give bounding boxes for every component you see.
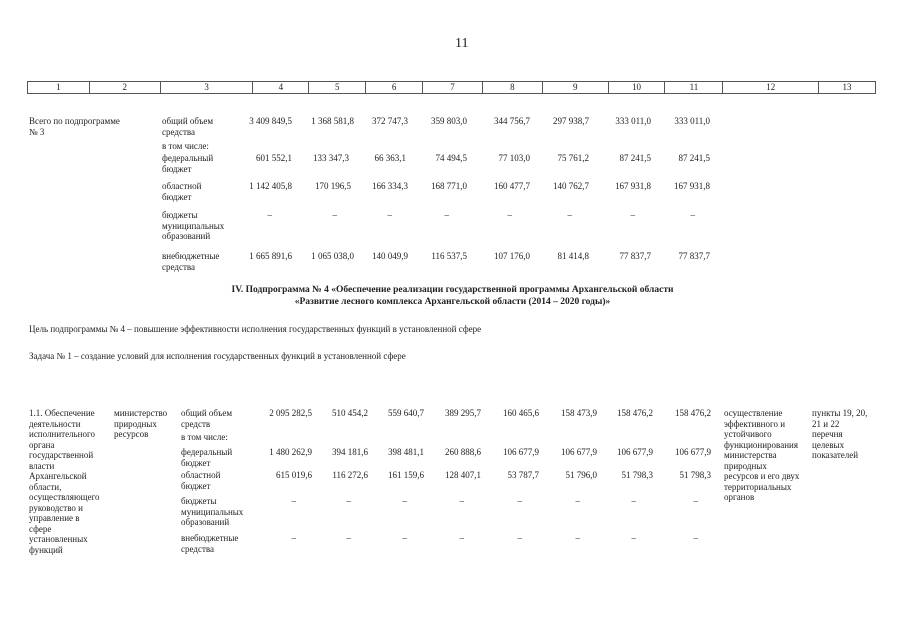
value-cell: 116 537,5 <box>431 251 467 261</box>
block2-row-label: бюджеты муниципальных образований <box>181 496 244 527</box>
subprogram-task: Задача № 1 – создание условий для исполнения государственных функций в установленной сфере <box>29 351 406 361</box>
value-cell: – <box>507 210 512 220</box>
value-cell: 559 640,7 <box>388 408 424 418</box>
value-cell: 81 414,8 <box>557 251 589 261</box>
col-header: 3 <box>161 82 254 93</box>
value-cell: 167 931,8 <box>674 181 710 191</box>
value-cell: 297 938,7 <box>553 116 589 126</box>
value-cell: 133 347,3 <box>313 153 349 163</box>
value-cell: – <box>444 210 449 220</box>
value-cell: 116 272,6 <box>332 470 368 480</box>
value-cell: 77 837,7 <box>678 251 710 261</box>
value-cell: 106 677,9 <box>675 447 711 457</box>
value-cell: – <box>459 496 464 506</box>
value-cell: – <box>567 210 572 220</box>
value-cell: 106 677,9 <box>561 447 597 457</box>
value-cell: 1 665 891,6 <box>249 251 292 261</box>
value-cell: 1 480 262,9 <box>269 447 312 457</box>
value-cell: 128 407,1 <box>445 470 481 480</box>
value-cell: 66 363,1 <box>374 153 406 163</box>
value-cell: 166 334,3 <box>372 181 408 191</box>
section-title-line2: «Развитие лесного комплекса Архангельской области (2014 – 2020 годы)» <box>294 297 611 307</box>
value-cell: 389 295,7 <box>445 408 481 418</box>
subprogram-goal: Цель подпрограммы № 4 – повышение эффективности исполнения государственных функций в установленной сфере <box>29 324 482 334</box>
value-cell: – <box>291 496 296 506</box>
value-cell: 161 159,6 <box>388 470 424 480</box>
block1-row-label: общий объем средства <box>162 116 214 137</box>
value-cell: 140 049,9 <box>372 251 408 261</box>
value-cell: 140 762,7 <box>553 181 589 191</box>
block2-name: 1.1. Обеспечение деятельности исполнительного органа государственной власти Архангельской области, осуществляющего руководство и управление в сфере установленных функций <box>29 408 100 555</box>
col-header: 8 <box>483 82 543 93</box>
col-header: 1 <box>28 82 90 93</box>
block2-row-label: общий объем средств <box>181 408 233 429</box>
value-cell: 344 756,7 <box>494 116 530 126</box>
value-cell: – <box>630 210 635 220</box>
block2-indicators: пункты 19, 20, 21 и 22 перечня целевых показателей <box>812 408 868 460</box>
block1-row-label: в том числе: <box>162 141 209 151</box>
value-cell: – <box>346 496 351 506</box>
col-header: 9 <box>543 82 609 93</box>
value-cell: 53 787,7 <box>507 470 539 480</box>
col-header: 2 <box>90 82 161 93</box>
value-cell: – <box>693 533 698 543</box>
value-cell: – <box>575 496 580 506</box>
value-cell: 3 409 849,5 <box>249 116 292 126</box>
value-cell: 51 798,3 <box>679 470 711 480</box>
value-cell: 167 931,8 <box>615 181 651 191</box>
value-cell: 158 473,9 <box>561 408 597 418</box>
value-cell: 107 176,0 <box>494 251 530 261</box>
value-cell: 510 454,2 <box>332 408 368 418</box>
value-cell: – <box>387 210 392 220</box>
value-cell: 106 677,9 <box>617 447 653 457</box>
value-cell: – <box>402 496 407 506</box>
value-cell: 2 095 282,5 <box>269 408 312 418</box>
value-cell: 1 142 405,8 <box>249 181 292 191</box>
value-cell: 615 019,6 <box>276 470 312 480</box>
value-cell: 1 065 038,0 <box>311 251 354 261</box>
value-cell: 74 494,5 <box>435 153 467 163</box>
value-cell: 77 837,7 <box>619 251 651 261</box>
block2-row-label: в том числе: <box>181 432 228 442</box>
value-cell: 359 803,0 <box>431 116 467 126</box>
col-header: 10 <box>609 82 666 93</box>
value-cell: – <box>267 210 272 220</box>
block2-executor: министерство природных ресурсов <box>114 408 168 439</box>
col-header: 5 <box>309 82 366 93</box>
col-header: 6 <box>366 82 423 93</box>
block1-row-label: внебюджетные средства <box>162 251 220 272</box>
value-cell: 51 798,3 <box>621 470 653 480</box>
value-cell: – <box>517 496 522 506</box>
col-header: 7 <box>423 82 483 93</box>
col-header: 13 <box>842 82 852 92</box>
value-cell: 333 011,0 <box>615 116 651 126</box>
value-cell: 168 771,0 <box>431 181 467 191</box>
block2-result: осуществление эффективного и устойчивого функционирования министерства природных ресурсов и его двух территориальных органов <box>724 408 800 502</box>
value-cell: – <box>575 533 580 543</box>
value-cell: – <box>332 210 337 220</box>
value-cell: – <box>631 533 636 543</box>
value-cell: 75 761,2 <box>557 153 589 163</box>
value-cell: 601 552,1 <box>256 153 292 163</box>
value-cell: 398 481,1 <box>388 447 424 457</box>
block2-row-label: федеральный бюджет <box>181 447 233 468</box>
value-cell: 1 368 581,8 <box>311 116 354 126</box>
block1-row-label: бюджеты муниципальных образований <box>162 210 225 241</box>
column-number-header <box>27 81 876 94</box>
value-cell: – <box>631 496 636 506</box>
col-header: 12 <box>723 82 819 93</box>
value-cell: – <box>693 496 698 506</box>
col-header: 11 <box>665 82 723 93</box>
block2-row-label: областной бюджет <box>181 470 221 491</box>
value-cell: 51 796,0 <box>565 470 597 480</box>
block1-row-label: областной бюджет <box>162 181 202 202</box>
block1-label: Всего по подпрограмме № 3 <box>29 116 120 137</box>
value-cell: 158 476,2 <box>617 408 653 418</box>
value-cell: 106 677,9 <box>503 447 539 457</box>
value-cell: – <box>346 533 351 543</box>
value-cell: – <box>291 533 296 543</box>
block2-row-label: внебюджетные средства <box>181 533 239 554</box>
value-cell: 260 888,6 <box>445 447 481 457</box>
value-cell: – <box>690 210 695 220</box>
col-header: 4 <box>253 82 309 93</box>
value-cell: – <box>402 533 407 543</box>
block1-row-label: федеральный бюджет <box>162 153 214 174</box>
value-cell: 170 196,5 <box>315 181 351 191</box>
page-number: 11 <box>455 36 469 51</box>
value-cell: – <box>517 533 522 543</box>
value-cell: – <box>459 533 464 543</box>
value-cell: 333 011,0 <box>674 116 710 126</box>
value-cell: 77 103,0 <box>498 153 530 163</box>
value-cell: 372 747,3 <box>372 116 408 126</box>
value-cell: 87 241,5 <box>619 153 651 163</box>
value-cell: 87 241,5 <box>678 153 710 163</box>
value-cell: 394 181,6 <box>332 447 368 457</box>
value-cell: 160 465,6 <box>503 408 539 418</box>
value-cell: 160 477,7 <box>494 181 530 191</box>
section-title-line1: IV. Подпрограмма № 4 «Обеспечение реализации государственной программы Архангельской области <box>231 285 674 295</box>
value-cell: 158 476,2 <box>675 408 711 418</box>
